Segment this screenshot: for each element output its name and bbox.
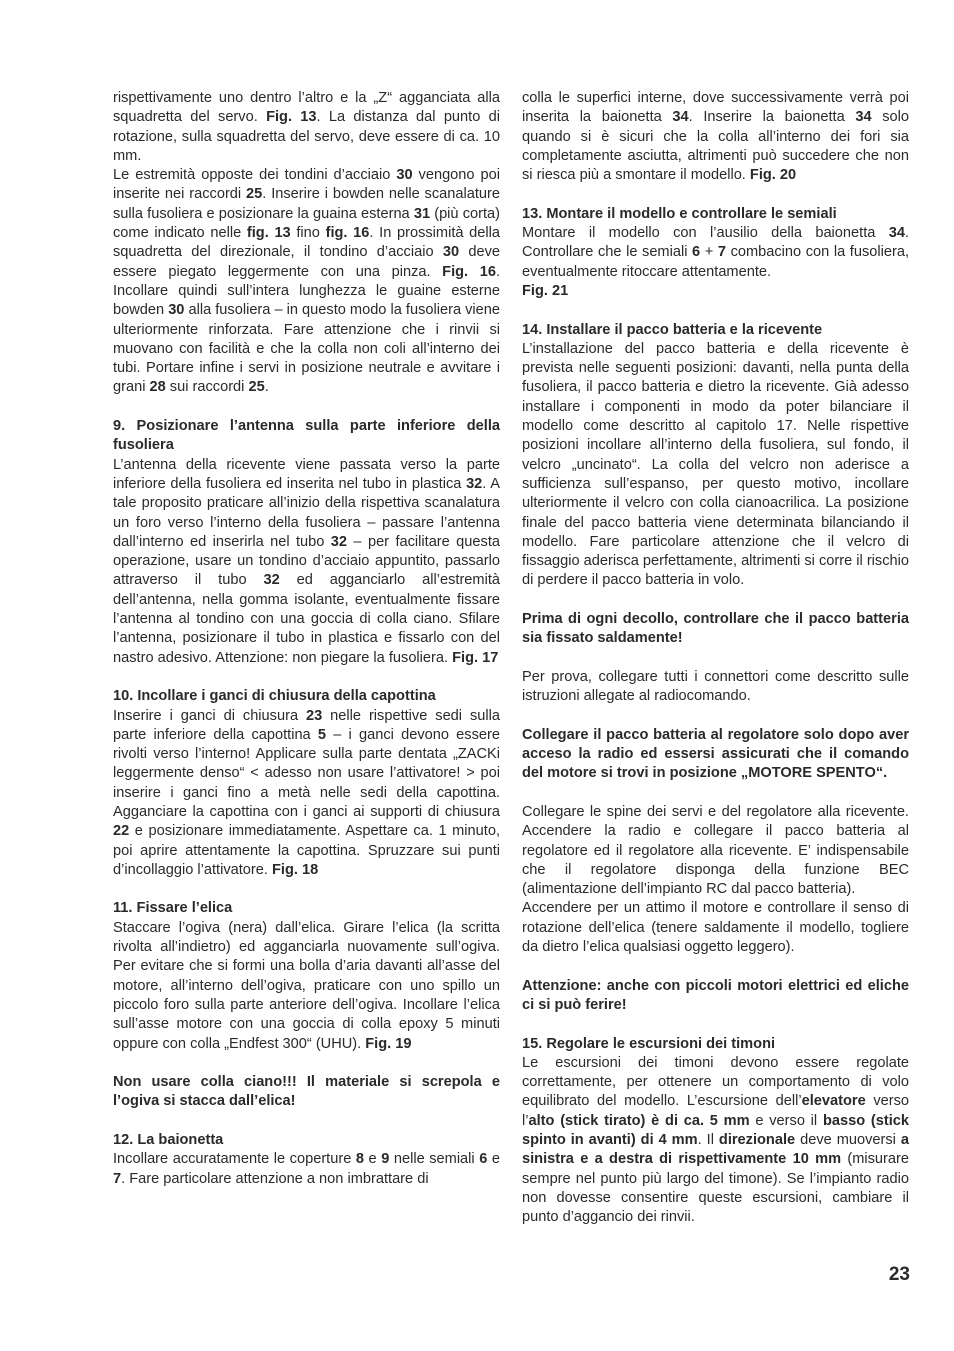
right-column [522,89,909,1228]
bold-reference: 7 [113,1170,122,1187]
bold-reference: 25 [246,186,263,203]
bold-reference: 9 [381,1151,390,1168]
bold-reference: fig. 16 [325,225,370,242]
bold-reference: 34 [672,109,689,126]
section-heading-15: 15. Regolare le escursioni dei timoni [522,1035,776,1052]
bold-reference: 32 [330,533,348,550]
bold-reference: 31 [413,205,431,222]
bold-reference: 30 [396,167,413,184]
bold-reference: Fig. 19 [365,1035,412,1052]
section-heading-14: 14. Installare il pacco batteria e la ricevente [522,321,823,338]
bold-reference: 32 [466,475,483,492]
section-heading-13: 13. Montare il modello e controllare le semiali [522,205,837,222]
bold-reference: alto (stick tirato) è di ca. 5 mm [528,1112,750,1129]
paragraph: Le escursioni dei timoni devono essere regolate correttamente, per ottenere un comportamento di volo equilibrato del modello. L’escursione dell’elevatore verso l’alto (stick tirato) è di ca. 5 mm e verso il basso (stick spinto in avanti) di 4 mm. Il direzionale deve muoversi a sinistra e a destra di rispettivamente 10 mm (misurare sempre nel punto più largo del timone). Se l’impianto radio non dovesse consentire queste escursioni, cambiare il punto d’aggancio dei rinvii. [522,1054,910,1226]
warning-text: Prima di ogni decollo, controllare che il pacco batteria sia fissato saldamente! [522,611,909,647]
bold-reference: 32 [263,572,280,589]
bold-reference: Fig. 17 [452,649,499,666]
paragraph: Collegare le spine dei servi e del regolatore alla ricevente. Accendere la radio e collegare il pacco batteria al regolatore ed il regolatore alla ricevente. E’ indispensabile che il regolatore disponga della funzione BEC (alimentazione dell’impianto RC dal pacco batteria). [522,803,909,898]
bold-reference: 6 [479,1151,488,1168]
bold-reference: fig. 13 [246,225,291,242]
bold-reference: elevatore [801,1093,866,1110]
warning-text: Non usare colla ciano!!! Il materiale si screpola e l’ogiva si stacca dall’elica! [113,1074,500,1110]
paragraph: Le estremità opposte dei tondini d’acciaio 30 vengono poi inserite nei raccordi 25. Inserire i bowden nelle scanalature sulla fusoliera e posizionare la guaina esterna 31 (più corta) come indicato nelle fig. 13 fino fig. 16. In prossimità della squadretta del direzionale, il tondino d’acciaio 30 deve essere piegato leggermente con una pinza. Fig. 16. Incollare quindi sull’intera lunghezza le guaine esterne bowden 30 alla fusoliera – in questo modo la fusoliera viene ulteriormente rinforzata. Fare attenzione che i rinvii si muovano con facilità e che la colla non coli all’interno dei tubi. Portare infine i servi in posizione neutrale e avvitare i grani 28 sui raccordi 25. [113,167,501,396]
paragraph: Accendere per un attimo il motore e controllare il senso di rotazione dell’elica (tenere saldamente il modello, togliere da dietro l’elica qualsiasi oggetto leggero). [522,900,909,956]
page-number: 23 [888,1264,910,1285]
paragraph: L’antenna della ricevente viene passata verso la parte inferiore della fusoliera ed inserita nel tubo in plastica 32. A tale proposito praticare all’inizio della rispettiva scanalatura un foro verso l’interno della fusoliera – passare l’antenna dall’interno ed inserirla nel tubo 32 – per facilitare questa operazione, usare un tondino d’acciaio appuntito, passarlo attraverso il tubo 32 ed agganciarlo all’estremità dell’antenna, nella gomma isolante, eventualmente fissare l’antenna al tondino con una goccia di colla ciano. Sfilare l’antenna, posizionare il tubo in plastica e fissarlo con del nastro adesivo. Attenzione: non piegare la fusoliera. Fig. 17 [113,456,500,666]
bold-reference: 7 [717,244,726,261]
bold-reference: Fig. 16 [442,263,496,280]
bold-reference: 22 [113,823,130,840]
bold-reference: Fig. 13 [266,109,317,126]
bold-reference: basso (stick spinto in avanti) di 4 mm [522,1112,909,1149]
bold-reference: a sinistra e a destra di rispettivamente 10 mm [522,1132,909,1168]
section-heading-9: 9. Posizionare l’antenna sulla parte inferiore della fusoliera [113,418,500,454]
warning-text: Attenzione: anche con piccoli motori elettrici ed eliche ci si può ferire! [522,977,909,1013]
bold-reference: 30 [168,302,185,319]
left-column [113,89,500,1189]
bold-reference: Fig. 20 [749,167,797,184]
bold-reference: 25 [248,379,265,396]
bold-reference: 23 [306,707,323,724]
figure-reference: Fig. 21 [522,282,569,299]
bold-reference: 30 [442,244,460,261]
bold-reference: 6 [692,244,701,261]
paragraph: rispettivamente uno dentro l’altro e la „Z“ agganciata alla squadretta del servo. Fig. 13. La distanza dal punto di rotazione, sulla squadretta del servo, deve essere di ca. 10 mm. [113,90,500,164]
bold-reference: 28 [149,379,166,396]
section-heading-10: 10. Incollare i ganci di chiusura della capottina [113,688,436,705]
paragraph: Per prova, collegare tutti i connettori come descritto sulle istruzioni allegate al radiocomando. [522,668,909,705]
section-heading-12: 12. La baionetta [113,1132,224,1149]
bold-reference: direzionale [718,1132,796,1149]
bold-reference: 34 [855,109,872,126]
paragraph: Montare il modello con l’ausilio della baionetta 34. Controllare che le semiali 6 + 7 combacino con la fusoliera, eventualmente ritoccare attentamente. [522,225,910,280]
paragraph: Incollare accuratamente le coperture 8 e 9 nelle semiali 6 e 7. Fare particolare attenzione a non imbrattare di [113,1151,500,1187]
section-heading-11: 11. Fissare l’elica [113,900,233,917]
bold-reference: Fig. 18 [272,861,319,878]
warning-text: Collegare il pacco batteria al regolatore solo dopo aver acceso la radio ed essersi assicurati che il comando del motore si trovi in posizione „MOTORE SPENTO“. [522,726,909,782]
paragraph: Staccare l’ogiva (nera) dall’elica. Girare l’elica (la scritta rivolta all’indietro) ed agganciarla nuovamente sull’ogiva. Per evitare che si formi una bolla d’aria davanti all’asse del motore, all’interno dell’ogiva, praticare con uno spillo un piccolo foro sulla parte anteriore dell’ogiva. Incollare l’elica sull’asse motore con una goccia di colla epoxy 5 minuti oppure con colla „Endfest 300“ (UHU). Fig. 19 [113,919,500,1052]
bold-reference: 5 [317,726,327,743]
paragraph: Inserire i ganci di chiusura 23 nelle rispettive sedi sulla parte inferiore della capottina 5 – i ganci devono essere rivolti verso l’interno! Applicare sulla parte dentata „ZACKi leggermente denso“ < adesso non usare l’attivatore! > poi inserire i ganci fino a metà nelle sedi della capottina. Agganciare la capottina con i ganci ai supporti di chiusura 22 e posizionare immediatamente. Aspettare ca. 1 minuto, poi aprire attentamente la capottina. Spruzzare sui punti d’incollaggio l’attivatore. Fig. 18 [113,707,500,878]
paragraph: colla le superfici interne, dove successivamente verrà poi inserita la baionetta 34. Inserire la baionetta 34 solo quando si è sicuri che la colla all’interno dei fori sia completamente asciutta, altrimenti può succedere che non si riesca più a smontare il modello. Fig. 20 [522,90,910,184]
bold-reference: 8 [355,1151,364,1168]
bold-reference: 34 [888,225,905,242]
paragraph: L’installazione del pacco batteria e della ricevente è prevista nelle seguenti posizioni: davanti, nella punta della fusoliera, il pacco batteria e dietro la ricevente. Già adesso installare i componenti in modo da poter bilanciare il modello come descritto al capitolo 17. Nelle rispettive posizioni incollare all’interno della fusoliera, sul fondo, il velcro „uncinato“. La colla del velcro non aderisce a sufficienza sull’espanso, per questo motivo, incollare ulteriormente il velcro con colla cianoacrilica. La posizione finale del pacco batteria viene determinata bilanciando il modello. Fare particolare attenzione che il velcro di fissaggio aderisca perfettamente, altrimenti si corre il rischio di perdere il pacco batteria in volo. [522,340,909,589]
